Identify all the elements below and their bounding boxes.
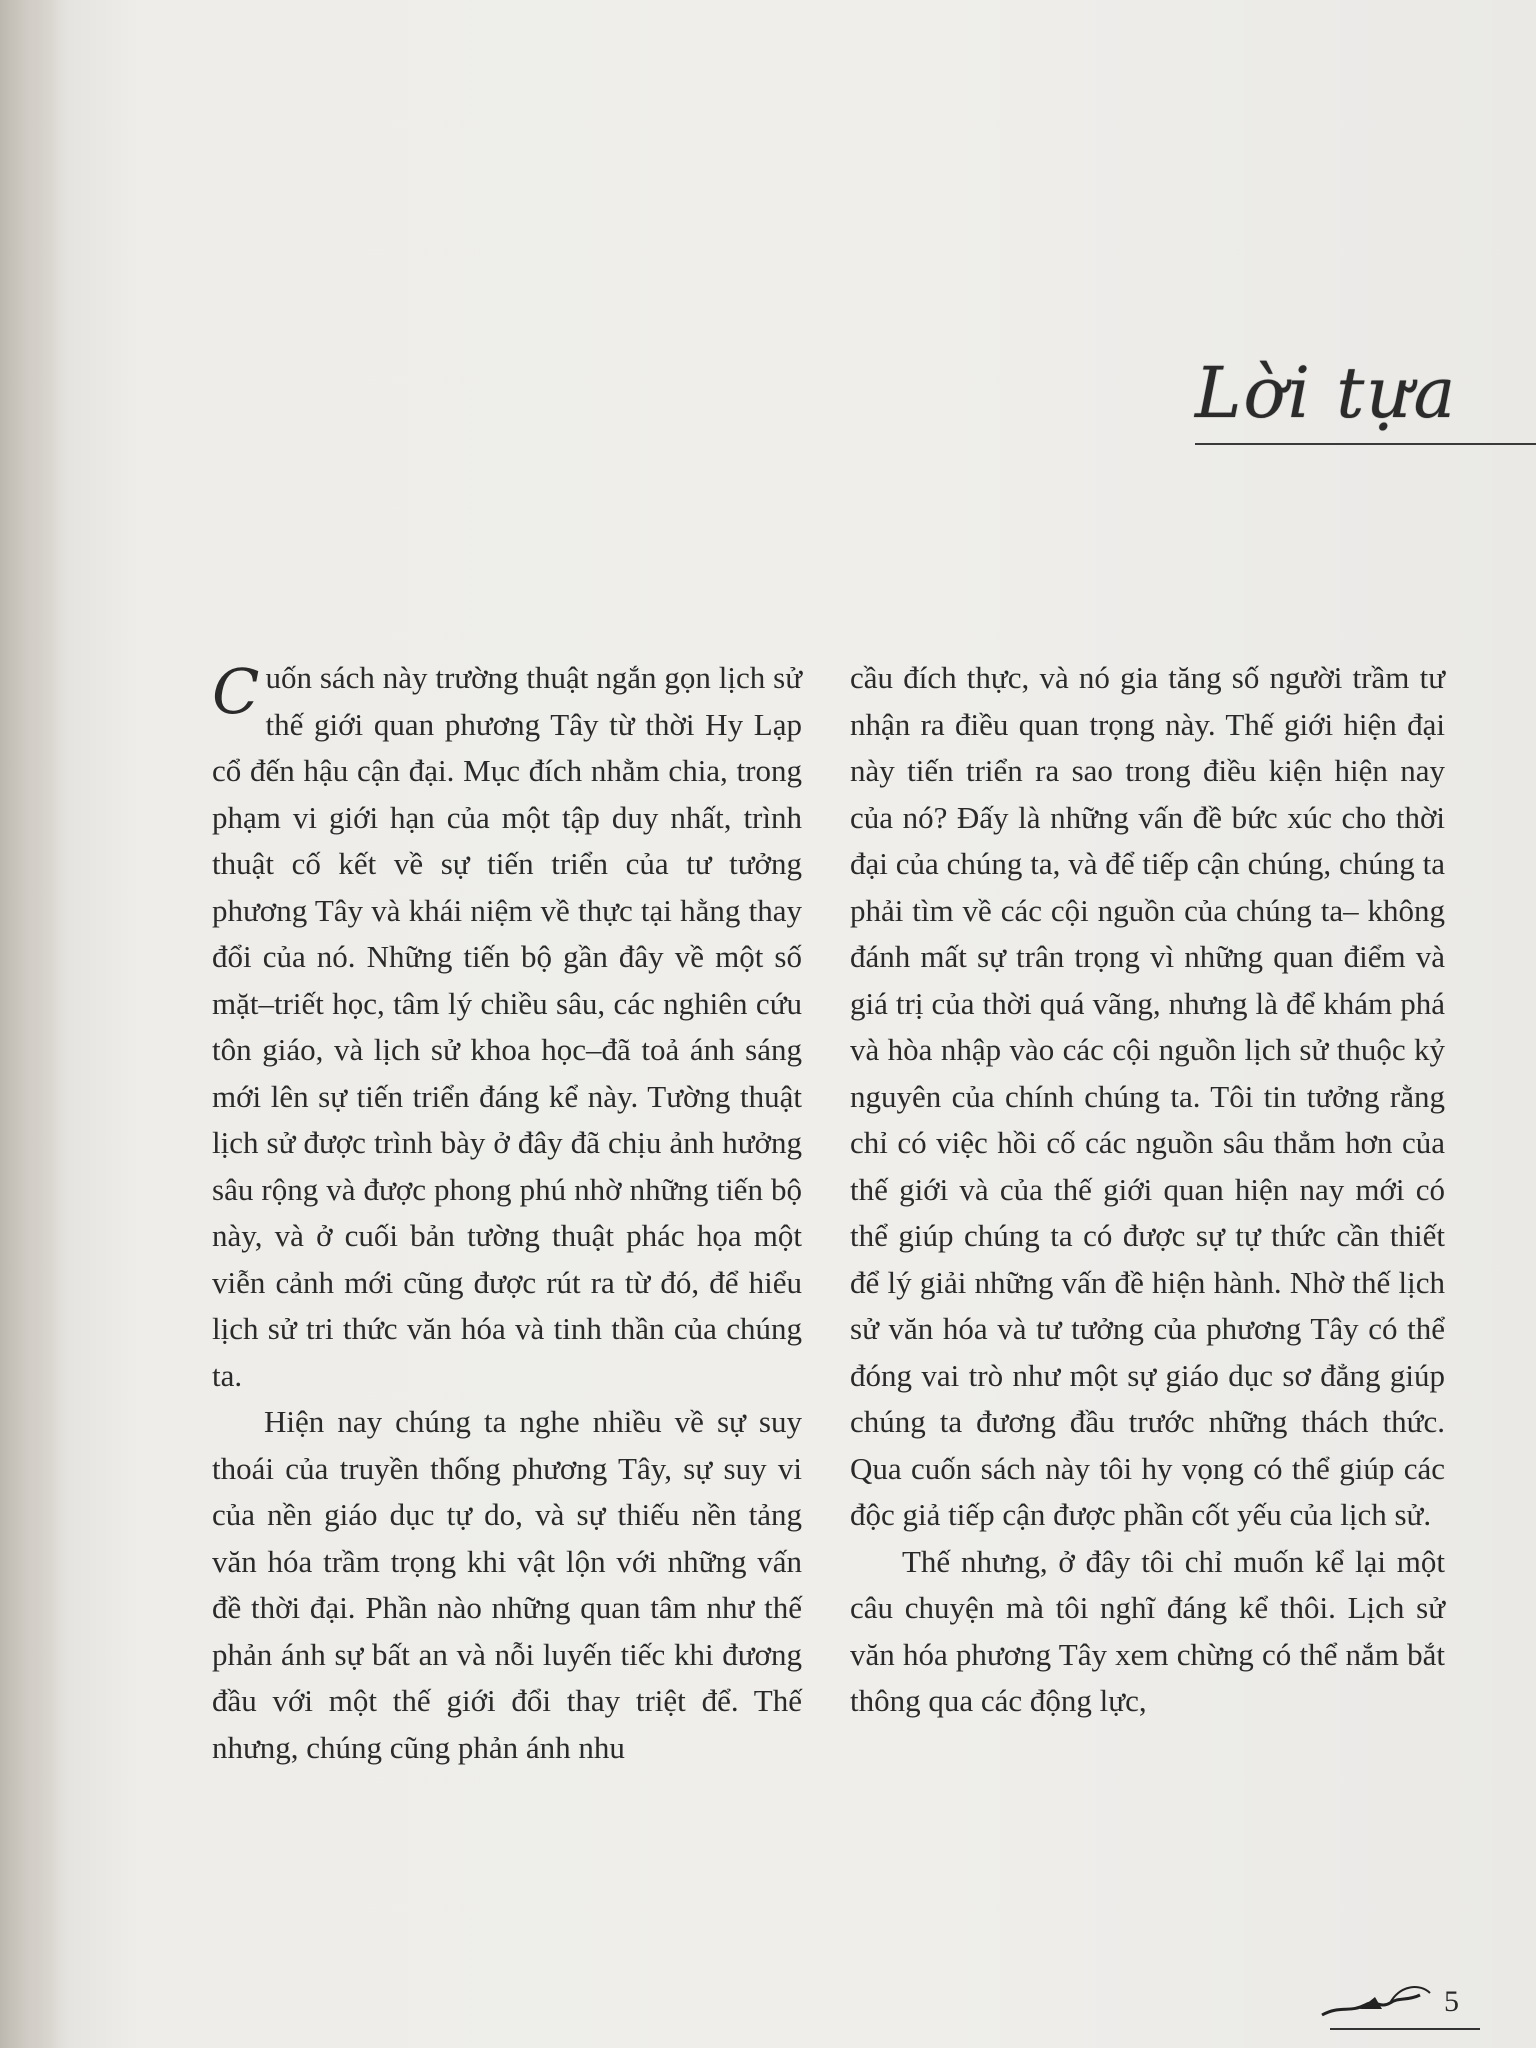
book-spine-shadow	[0, 0, 60, 2048]
footer-ornament-icon	[1320, 1975, 1440, 2025]
paragraph-2: Hiện nay chúng ta nghe nhiều về sự suy thoái của truyền thống phương Tây, sự suy vi của nền giáo dục tự do, và sự thiếu nền tảng văn hóa trầm trọng khi vật lộn với những vấn đề thời đại. Phần nào những quan tâm như thế phản ánh sự bất an và nỗi luyến tiếc khi đương đầu với một thế giới đổi thay triệt để. Thế nhưng, chúng cũng phản ánh nhu	[212, 1404, 802, 1765]
drop-cap: C	[212, 655, 260, 728]
paragraph-1	[212, 655, 802, 1399]
paragraph-1-text: uốn sách này trường thuật ngắn gọn lịch sử thế giới quan phương Tây từ thời Hy Lạp cổ đến hậu cận đại. Mục đích nhằm chia, trong phạm vi giới hạn của một tập duy nhất, trình thuật cố kết về sự tiến triển của tư tưởng phương Tây và khái niệm về thực tại hằng thay đổi của nó. Những tiến bộ gần đây về một số mặt–triết học, tâm lý chiều sâu, các nghiên cứu tôn giáo, và lịch sử khoa học–đã toả ánh sáng mới lên sự tiến triển đáng kể này. Tường thuật lịch sử được trình bày ở đây đã chịu ảnh hưởng sâu rộng và được phong phú nhờ những tiến bộ này, và ở cuối bản tường thuật phác họa một viễn cảnh mới cũng được rút ra từ đó, để hiểu lịch sử tri thức văn hóa và tinh thần của chúng ta.	[212, 660, 802, 1393]
paragraph-3: Thế nhưng, ở đây tôi chỉ muốn kể lại một câu chuyện mà tôi nghĩ đáng kể thôi. Lịch sử văn hóa phương Tây xem chừng có thể nắm bắt thông qua các động lực,	[850, 1543, 1445, 1718]
paragraph-2-continued: cầu đích thực, và nó gia tăng số người trầm tư nhận ra điều quan trọng này. Thế giới hiện đại này tiến triển ra sao trong điều kiện hiện nay của nó? Đấy là những vấn đề bức xúc cho thời đại của chúng ta, và để tiếp cận chúng, chúng ta phải tìm về các cội nguồn của chúng ta– không đánh mất sự trân trọng vì những quan điểm và giá trị của thời quá vãng, nhưng là để khám phá và hòa nhập vào các cội nguồn lịch sử thuộc kỷ nguyên của chính chúng ta. Tôi tin tưởng rằng chỉ có việc hồi cố các nguồn sâu thẳm hơn của thế giới và của thế giới quan hiện nay mới có thể giúp chúng ta có được sự tự thức cần thiết để lý giải những vấn đề hiện hành. Nhờ thế lịch sử văn hóa và tư tưởng của phương Tây có thể đóng vai trò như một sự giáo dục sơ đẳng giúp chúng ta đương đầu trước những thách thức. Qua cuốn sách này tôi hy vọng có thể giúp các độc giả tiếp cận được phần cốt yếu của lịch sử.	[850, 660, 1445, 1532]
left-column	[212, 655, 802, 1771]
page-number: 5	[1444, 1985, 1459, 2018]
chapter-title-block	[1195, 348, 1536, 458]
page-number-underline	[1330, 2028, 1480, 2030]
title-underline	[1195, 443, 1536, 445]
right-column	[850, 655, 1445, 1725]
chapter-title: Lời tựa	[1195, 352, 1458, 434]
